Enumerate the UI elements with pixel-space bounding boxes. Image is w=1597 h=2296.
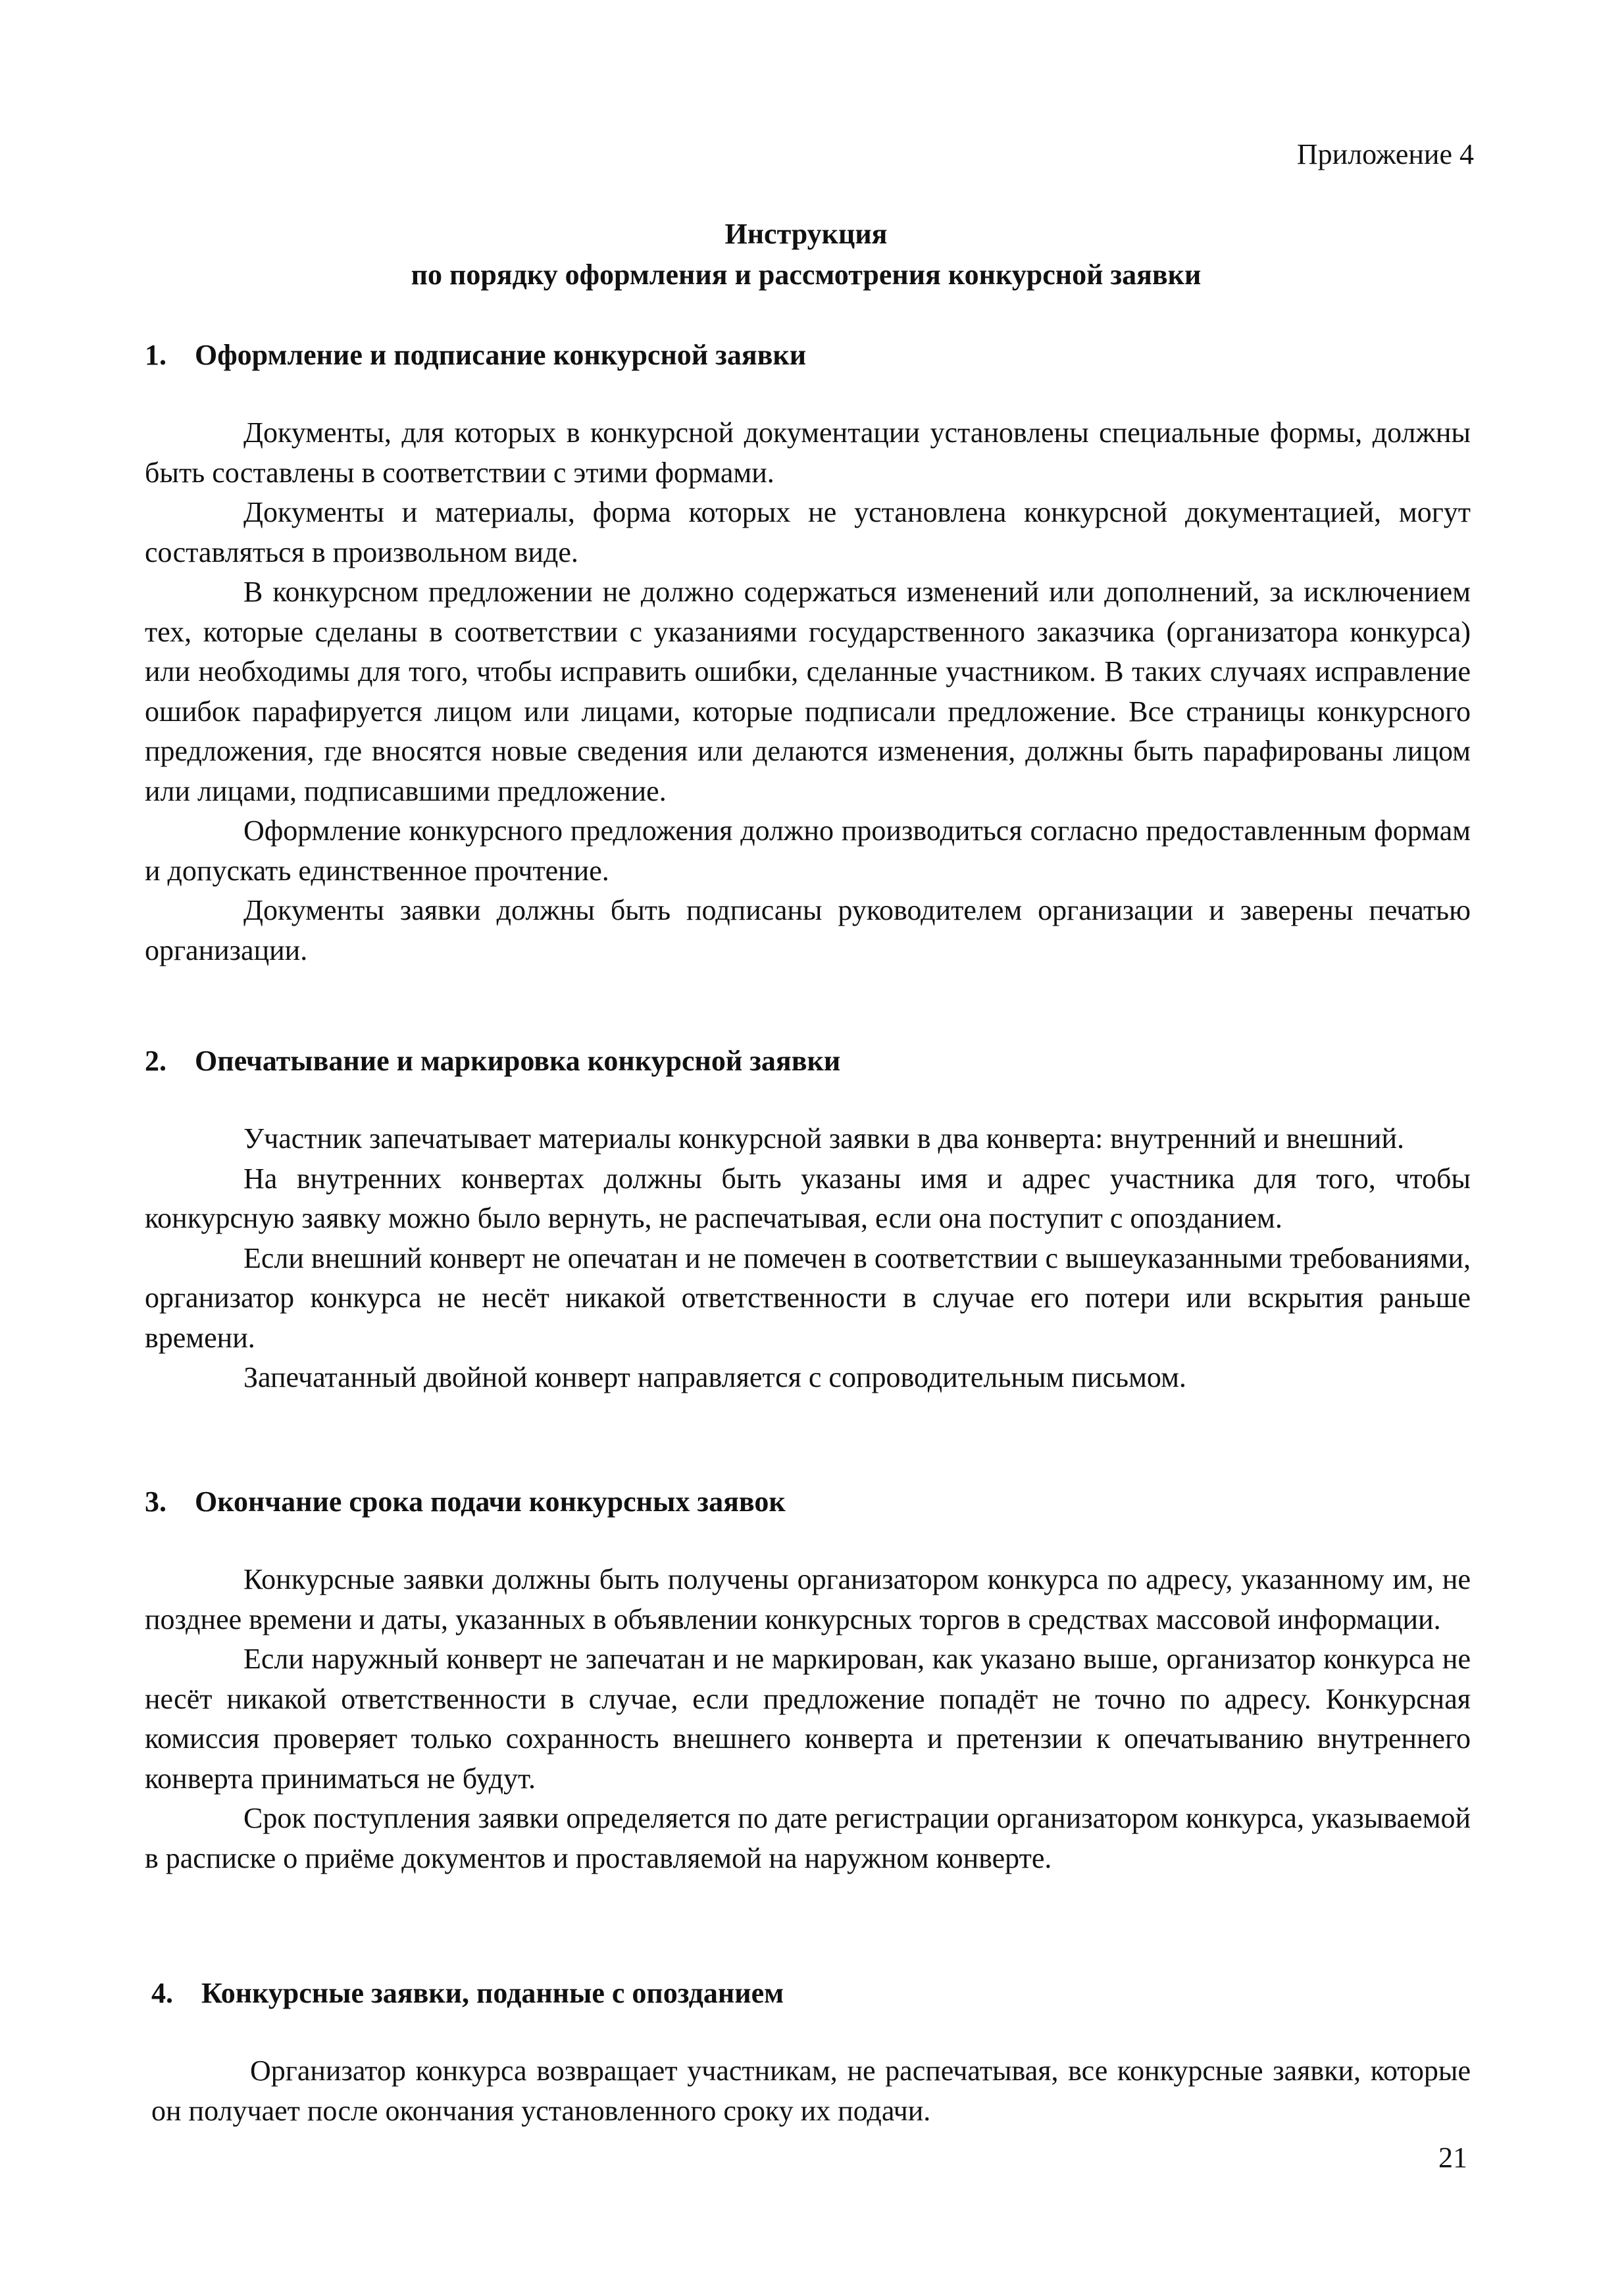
paragraph: Конкурсные заявки должны быть получены организатором конкурса по адресу, указанному им, не позднее времени и даты, указанных в объявлении конкурсных торгов в средствах массовой информации. (145, 1563, 1471, 1635)
section-1 (145, 336, 1471, 970)
section-title: Конкурсные заявки, поданные с опозданием (201, 1977, 784, 2009)
paragraph: Документы и материалы, форма которых не установлена конкурсной документацией, могут составляться в произвольном виде. (145, 496, 1471, 568)
paragraph: Оформление конкурсного предложения должно производиться согласно предоставленным формам и допускать единственное прочтение. (145, 814, 1471, 887)
section-title: Окончание срока подачи конкурсных заявок (195, 1485, 786, 1518)
title-line-1: Инструкция (724, 218, 888, 250)
paragraph: Участник запечатывает материалы конкурсной заявки в два конверта: внутренний и внешний. (243, 1122, 1405, 1155)
section-number: 2. (145, 1045, 166, 1077)
section-heading (145, 1041, 1471, 1081)
document-title (145, 214, 1467, 295)
paragraph: Если внешний конверт не опечатан и не помечен в соответствии с вышеуказанными требованиями, организатор конкурса не несёт никакой ответственности в случае его потери или вскрытия раньше времени. (145, 1241, 1471, 1354)
annex-label: Приложение 4 (1296, 138, 1474, 170)
section-number: 3. (145, 1485, 166, 1518)
paragraph: Срок поступления заявки определяется по дате регистрации организатором конкурса, указываемой в расписке о приёме документов и проставляемой на наружном конверте. (145, 1802, 1471, 1874)
paragraph: Если наружный конверт не запечатан и не маркирован, как указано выше, организатор конкурса не несёт никакой ответственности в случае, если предложение попадёт не точно по адресу. Конкурсная комиссия проверяет только сохранность внешнего конверта и претензии к опечатыванию внутреннего конверта приниматься не будут. (145, 1643, 1471, 1795)
section-title: Оформление и подписание конкурсной заявки (195, 339, 807, 371)
section-number: 1. (145, 339, 166, 371)
section-2 (145, 1041, 1471, 1398)
paragraph: Документы, для которых в конкурсной документации установлены специальные формы, должны быть составлены в соответствии с этими формами. (145, 416, 1471, 489)
section-number: 4. (151, 1977, 173, 2009)
paragraph: Запечатанный двойной конверт направляется с сопроводительным письмом. (243, 1361, 1186, 1393)
page-number: 21 (1438, 2141, 1467, 2174)
paragraph: В конкурсном предложении не должно содержаться изменений или дополнений, за исключением тех, которые сделаны в соответствии с указаниями государственного заказчика (организатора конкурса) или необходимы для того, чтобы исправить ошибки, сделанные участником. В таких случаях исправление ошибок парафируется лицом или лицами, которые подписали предложение. Все страницы конкурсного предложения, где вносятся новые сведения или делаются изменения, должны быть парафированы лицом или лицами, подписавшими предложение. (145, 576, 1471, 807)
section-3 (145, 1482, 1471, 1878)
section-heading (145, 336, 1471, 375)
title-line-2: по порядку оформления и рассмотрения конкурсной заявки (411, 259, 1202, 291)
paragraph: Документы заявки должны быть подписаны руководителем организации и заверены печатью организации. (145, 894, 1471, 966)
paragraph: На внутренних конвертах должны быть указаны имя и адрес участника для того, чтобы конкурсную заявку можно было вернуть, не распечатывая, если она поступит с опозданием. (145, 1162, 1471, 1234)
section-title: Опечатывание и маркировка конкурсной заявки (195, 1045, 841, 1077)
section-4 (145, 1974, 1471, 2131)
section-heading (145, 1482, 1471, 1522)
section-heading (145, 1974, 1471, 2013)
paragraph: Организатор конкурса возвращает участникам, не распечатывая, все конкурсные заявки, которые он получает после окончания установленного сроку их подачи. (151, 2055, 1471, 2127)
